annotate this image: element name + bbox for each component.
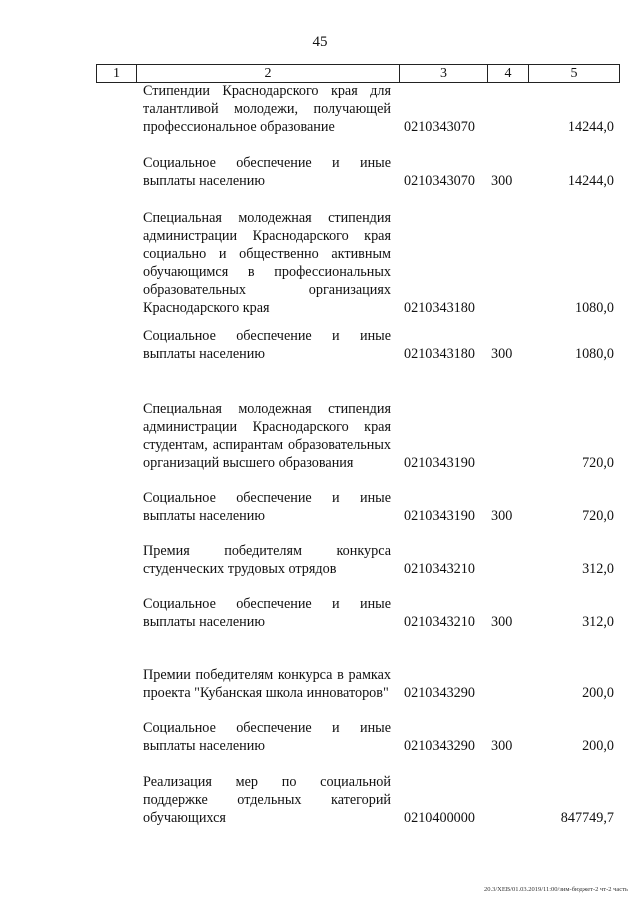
row-code: 0210343290 — [404, 738, 475, 754]
row-name: Социальное обеспечение и иные выплаты населению — [143, 490, 391, 524]
row-amount: 720,0 — [582, 455, 614, 471]
row-code: 0210343070 — [404, 173, 475, 189]
row-code: 0210343190 — [404, 508, 475, 524]
row-vr: 300 — [491, 738, 513, 754]
row-code: 0210343190 — [404, 455, 475, 471]
row-amount: 200,0 — [582, 685, 614, 701]
row-vr: 300 — [491, 614, 513, 630]
row-amount: 847749,7 — [560, 810, 614, 826]
row-vr: 300 — [491, 346, 513, 362]
row-code: 0210343290 — [404, 685, 475, 701]
header-col-3: 3 — [400, 65, 488, 82]
row-name: Стипендии Краснодарского края для талантливой молодежи, получающей профессиональное образование — [143, 83, 391, 135]
row-name: Социальное обеспечение и иные выплаты населению — [143, 155, 391, 189]
row-name: Социальное обеспечение и иные выплаты населению — [143, 596, 391, 630]
row-code: 0210343180 — [404, 346, 475, 362]
row-code: 0210400000 — [404, 810, 475, 826]
header-col-4: 4 — [488, 65, 529, 82]
row-name: Специальная молодежная стипендия администрации Краснодарского края студентам, аспирантам образовательных организаций высшего образования — [143, 401, 391, 471]
row-vr: 300 — [491, 508, 513, 524]
row-amount: 14244,0 — [567, 173, 614, 189]
header-col-5: 5 — [570, 66, 578, 81]
row-name: Специальная молодежная стипендия администрации Краснодарского края социально и общественно активным обучающимся в профессиональных образовательных организациях Краснодарского края — [143, 210, 391, 316]
row-code: 0210343070 — [404, 119, 475, 135]
row-amount: 312,0 — [582, 614, 614, 630]
row-vr: 300 — [491, 173, 513, 189]
row-name: Премия победителям конкурса студенческих трудовых отрядов — [143, 543, 391, 577]
page-number: 45 — [312, 34, 328, 50]
row-code: 0210343210 — [404, 614, 475, 630]
row-amount: 312,0 — [582, 561, 614, 577]
row-code: 0210343180 — [404, 300, 475, 316]
footer-stamp: 20.3/ХЕВ/01.03.2019/11:00/зим-бюджет-2 чт-2 часть — [483, 886, 628, 893]
row-amount: 14244,0 — [567, 119, 614, 135]
row-amount: 720,0 — [582, 508, 614, 524]
table-header — [96, 64, 620, 83]
row-amount: 1080,0 — [574, 300, 614, 316]
row-name: Реализация мер по социальной поддержке отдельных категорий обучающихся — [143, 774, 391, 826]
header-col-1: 1 — [97, 65, 137, 82]
row-amount: 200,0 — [582, 738, 614, 754]
row-name: Социальное обеспечение и иные выплаты населению — [143, 328, 391, 362]
row-amount: 1080,0 — [574, 346, 614, 362]
row-name: Социальное обеспечение и иные выплаты населению — [143, 720, 391, 754]
header-col-2: 2 — [137, 65, 400, 82]
row-name: Премии победителям конкурса в рамках проекта "Кубанская школа инноваторов" — [143, 667, 391, 701]
row-code: 0210343210 — [404, 561, 475, 577]
